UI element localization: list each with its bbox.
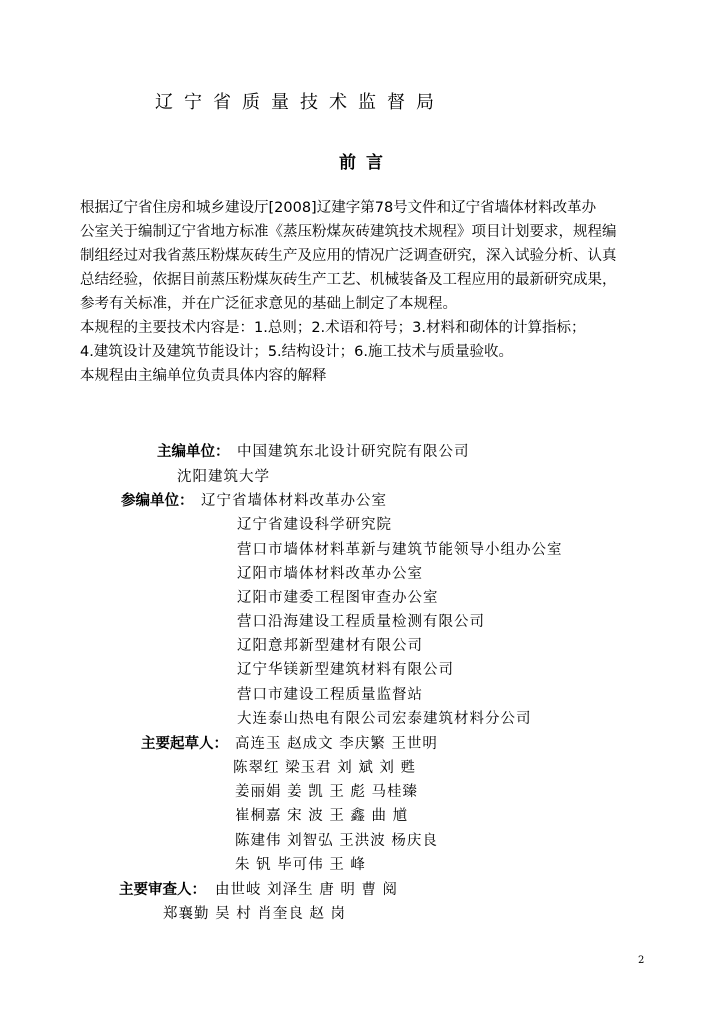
drafters-line-3: 姜丽娟 姜 凯 王 彪 马桂臻 — [235, 784, 419, 800]
participating-unit-4: 辽阳市墙体材料改革办公室 — [237, 566, 423, 582]
reviewers-label: 主要审查人： — [119, 882, 206, 898]
drafters-line-4: 崔桐嘉 宋 波 王 鑫 曲 馗 — [235, 808, 409, 824]
drafters-line-1: 高连玉 赵成文 李庆繁 王世明 — [235, 736, 438, 752]
drafters-line-5: 陈建伟 刘智弘 王洪波 杨庆良 — [235, 833, 438, 849]
chief-editor-unit-1: 中国建筑东北设计研究院有限公司 — [237, 444, 470, 460]
preface-line-3: 制组经过对我省蒸压粉煤灰砖生产及应用的情况广泛调查研究，深入试验分析、认真 — [80, 248, 617, 264]
participating-unit-10: 大连泰山热电有限公司宏泰建筑材料分公司 — [237, 711, 532, 727]
preface-line-6: 本规程的主要技术内容是：1.总则；2.术语和符号；3.材料和砌体的计算指标； — [80, 320, 586, 336]
preface-line-1: 根据辽宁省住房和城乡建设厅[2008]辽建字第78号文件和辽宁省墙体材料改革办 — [80, 200, 597, 216]
chief-editor-unit-2: 沈阳建筑大学 — [177, 469, 270, 485]
participating-unit-9: 营口市建设工程质量监督站 — [237, 687, 423, 703]
participating-unit-3: 营口市墙体材料革新与建筑节能领导小组办公室 — [237, 542, 563, 558]
participating-label: 参编单位： — [121, 493, 194, 509]
chief-editor-label: 主编单位： — [157, 444, 230, 460]
preface-line-4: 总结经验，依据目前蒸压粉煤灰砖生产工艺、机械装备及工程应用的最新研究成果， — [80, 272, 617, 288]
participating-unit-7: 辽阳意邦新型建材有限公司 — [237, 638, 423, 654]
participating-unit-8: 辽宁华镁新型建筑材料有限公司 — [237, 662, 454, 678]
reviewers-line-1: 由世岐 刘泽生 唐 明 曹 阅 — [215, 882, 399, 898]
participating-unit-5: 辽阳市建委工程图审查办公室 — [237, 590, 439, 606]
participating-unit-2: 辽宁省建设科学研究院 — [237, 517, 392, 533]
participating-unit-1: 辽宁省墙体材料改革办公室 — [201, 493, 387, 509]
drafters-line-6: 朱 钒 毕可伟 王 峰 — [235, 857, 366, 873]
preface-line-5: 参考有关标准，并在广泛征求意见的基础上制定了本规程。 — [80, 296, 457, 312]
agency-title: 辽宁省质量技术监督局 — [155, 92, 445, 113]
preface-line-2: 公室关于编制辽宁省地方标准《蒸压粉煤灰砖建筑技术规程》项目计划要求，规程编 — [80, 224, 617, 240]
preface-line-7: 4.建筑设计及建筑节能设计；5.结构设计；6.施工技术与质量验收。 — [80, 344, 514, 360]
participating-unit-6: 营口沿海建设工程质量检测有限公司 — [237, 614, 485, 630]
reviewers-line-2: 郑襄勤 吴 村 肖奎良 赵 岗 — [163, 906, 347, 922]
drafters-label: 主要起草人： — [141, 736, 228, 752]
preface-line-8: 本规程由主编单位负责具体内容的解释 — [80, 368, 327, 384]
drafters-line-2: 陈翠红 梁玉君 刘 斌 刘 甦 — [233, 760, 417, 776]
preface-heading: 前言 — [339, 153, 393, 173]
page-number: 2 — [638, 955, 645, 966]
